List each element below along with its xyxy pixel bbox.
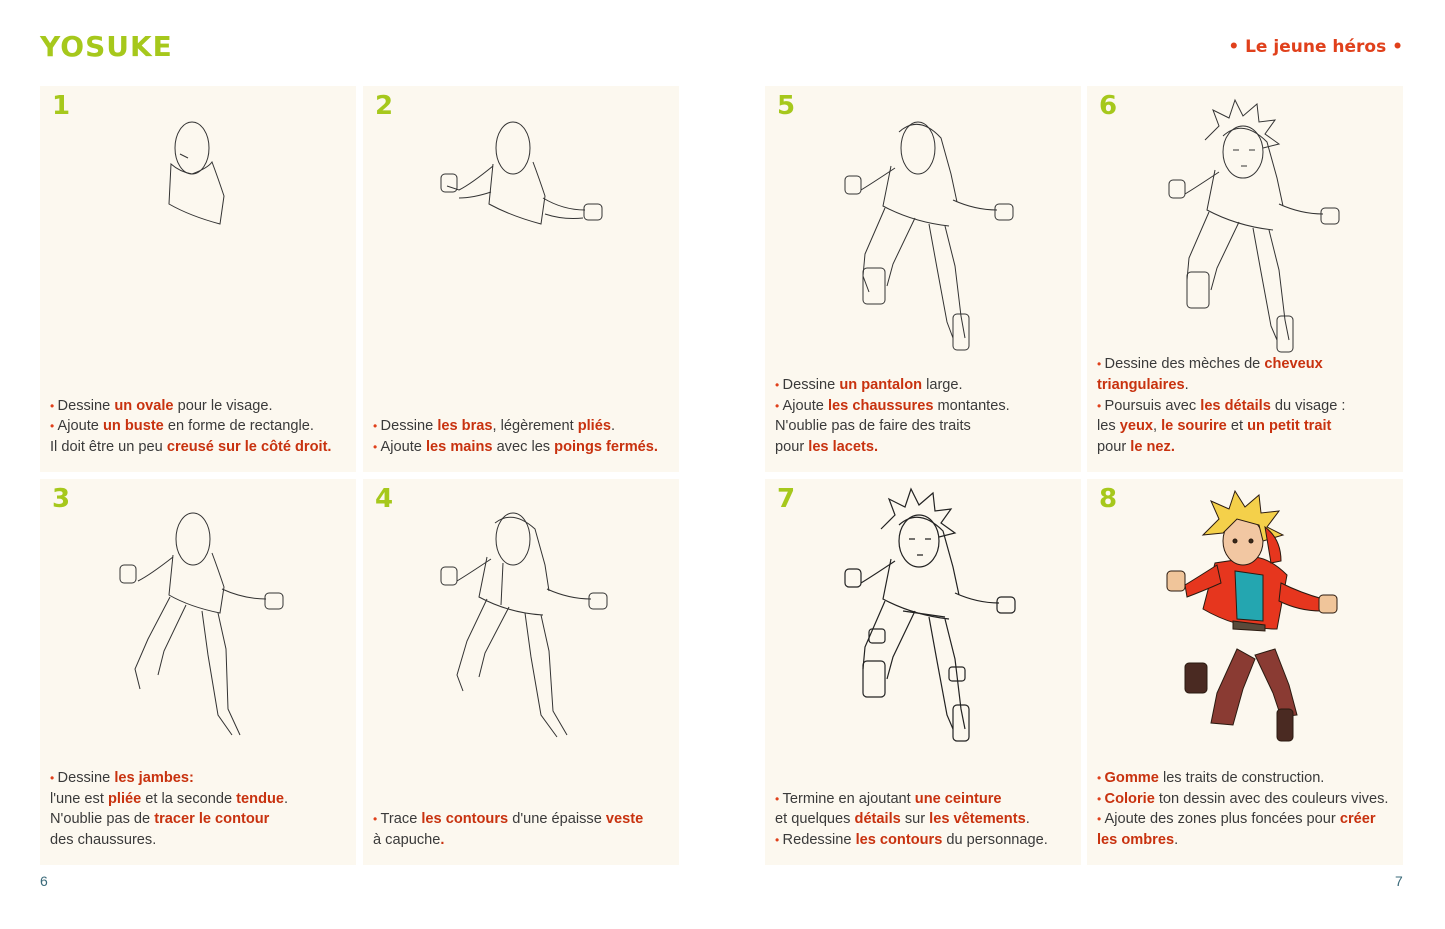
- instruction-text: Dessine: [57, 397, 115, 414]
- instruction-text: l'une est: [50, 790, 108, 807]
- step-number: 6: [1099, 91, 1118, 121]
- instruction-text: les: [1097, 418, 1120, 435]
- instruction-text: .: [284, 790, 289, 807]
- emphasis-text: détails: [854, 811, 901, 828]
- instruction-line: [1097, 809, 1397, 830]
- emphasis-text: une ceinture: [914, 790, 1002, 807]
- emphasis-text: un pantalon: [839, 376, 923, 393]
- step-panel-6: [1087, 86, 1403, 472]
- instruction-text: N'oublie pas de: [50, 811, 155, 828]
- emphasis-text: les chaussures: [827, 397, 934, 414]
- emphasis-text: veste: [605, 811, 644, 828]
- instruction-text: , légèrement: [492, 418, 578, 435]
- instruction-line: [775, 789, 1075, 810]
- bullet-icon: •: [373, 812, 381, 827]
- step-panel-2: [363, 86, 679, 472]
- instruction-line: [50, 830, 350, 851]
- instruction-line: [373, 830, 673, 851]
- instruction-line: [1097, 830, 1397, 851]
- step-instructions: [373, 809, 673, 851]
- emphasis-text: Colorie: [1104, 790, 1155, 807]
- emphasis-text: poings fermés.: [554, 439, 658, 456]
- emphasis-text: yeux: [1119, 418, 1153, 435]
- instruction-text: et: [1226, 418, 1248, 435]
- step-panel-8: [1087, 479, 1403, 865]
- instruction-text: N'oublie pas de faire des traits: [775, 418, 971, 435]
- step-7-sketch: [765, 479, 1081, 769]
- step-panel-7: [765, 479, 1081, 865]
- page-number-left: 6: [40, 873, 48, 889]
- emphasis-text: les détails: [1200, 397, 1271, 414]
- instruction-text: montantes.: [933, 397, 1010, 414]
- instruction-text: Il doit être un peu: [50, 439, 167, 456]
- instruction-line: [1097, 375, 1397, 396]
- bullet-icon: •: [1097, 812, 1105, 827]
- instruction-text: à capuche: [373, 832, 441, 849]
- instruction-text: Trace: [380, 811, 422, 828]
- instruction-line: [50, 768, 350, 789]
- instruction-line: [1097, 354, 1397, 375]
- bullet-icon: •: [775, 398, 783, 413]
- instruction-line: [1097, 789, 1397, 810]
- step-4-sketch: [363, 479, 679, 769]
- instruction-line: [1097, 416, 1397, 437]
- bullet-icon: •: [1097, 357, 1105, 372]
- emphasis-text: créer: [1339, 811, 1376, 828]
- instruction-text: ton dessin avec des couleurs vives.: [1154, 790, 1389, 807]
- instruction-text: du personnage.: [942, 832, 1048, 849]
- instruction-line: [50, 789, 350, 810]
- emphasis-text: les mains: [425, 439, 493, 456]
- instruction-text: en forme de rectangle.: [163, 418, 314, 435]
- page-number-right: 7: [1395, 873, 1403, 889]
- bullet-icon: •: [50, 770, 58, 785]
- instruction-text: Dessine: [782, 376, 840, 393]
- step-number: 5: [777, 91, 796, 121]
- emphasis-text: les vêtements: [929, 811, 1026, 828]
- instruction-line: [50, 437, 350, 458]
- section-subtitle: • Le jeune héros •: [1228, 37, 1403, 57]
- bullet-icon: •: [1097, 398, 1105, 413]
- instruction-line: [775, 375, 1075, 396]
- instruction-line: [50, 809, 350, 830]
- instruction-text: Termine en ajoutant: [782, 790, 915, 807]
- emphasis-text: triangulaires: [1097, 376, 1185, 393]
- instruction-text: du visage :: [1270, 397, 1346, 414]
- instruction-text: et la seconde: [141, 790, 237, 807]
- emphasis-text: les ombres: [1097, 832, 1175, 849]
- step-panel-3: [40, 479, 356, 865]
- page-title: YOSUKE: [40, 30, 173, 63]
- step-1-sketch: [40, 86, 356, 376]
- emphasis-text: les lacets.: [808, 439, 879, 456]
- step-number: 2: [375, 91, 394, 121]
- step-instructions: [775, 789, 1075, 851]
- step-3-sketch: [40, 479, 356, 769]
- instruction-line: [373, 809, 673, 830]
- instruction-line: [775, 396, 1075, 417]
- emphasis-text: le sourire: [1161, 418, 1227, 435]
- bullet-icon: •: [1097, 791, 1105, 806]
- bullet-icon: •: [1097, 770, 1105, 785]
- emphasis-text: tendue: [236, 790, 285, 807]
- emphasis-text: creusé sur le côté droit.: [166, 439, 332, 456]
- step-panel-4: [363, 479, 679, 865]
- instruction-line: [775, 437, 1075, 458]
- instruction-text: .: [1184, 376, 1189, 393]
- instruction-text: Ajoute des zones plus foncées pour: [1104, 811, 1340, 828]
- step-6-sketch: [1087, 86, 1403, 376]
- emphasis-text: un ovale: [114, 397, 174, 414]
- step-number: 3: [52, 484, 71, 514]
- instruction-text: Ajoute: [782, 397, 828, 414]
- instruction-text: pour le visage.: [173, 397, 273, 414]
- step-instructions: [50, 396, 350, 458]
- bullet-icon: •: [50, 398, 58, 413]
- instruction-line: [373, 437, 673, 458]
- emphasis-text: cheveux: [1264, 356, 1323, 373]
- instruction-text: d'une épaisse: [508, 811, 606, 828]
- step-instructions: [373, 416, 673, 458]
- step-number: 8: [1099, 484, 1118, 514]
- step-panel-1: [40, 86, 356, 472]
- emphasis-text: le nez.: [1130, 439, 1175, 456]
- step-number: 7: [777, 484, 796, 514]
- instruction-text: ,: [1152, 418, 1162, 435]
- step-instructions: [50, 768, 350, 851]
- step-panel-5: [765, 86, 1081, 472]
- instruction-line: [1097, 396, 1397, 417]
- instruction-text: .: [1025, 811, 1030, 828]
- emphasis-text: un petit trait: [1247, 418, 1332, 435]
- step-instructions: [1097, 354, 1397, 458]
- emphasis-text: les contours: [421, 811, 509, 828]
- step-instructions: [775, 375, 1075, 458]
- instruction-text: des chaussures.: [50, 832, 157, 849]
- emphasis-text: les jambes:: [114, 769, 194, 786]
- instruction-line: [1097, 768, 1397, 789]
- step-number: 1: [52, 91, 71, 121]
- instruction-line: [775, 809, 1075, 830]
- instruction-line: [373, 416, 673, 437]
- bullet-icon: •: [775, 377, 783, 392]
- emphasis-text: pliés: [577, 418, 611, 435]
- step-5-sketch: [765, 86, 1081, 376]
- bullet-icon: •: [775, 791, 783, 806]
- step-2-sketch: [363, 86, 679, 376]
- step-8-colored-character: [1087, 479, 1403, 769]
- step-instructions: [1097, 768, 1397, 851]
- instruction-text: Dessine: [57, 769, 115, 786]
- instruction-text: large.: [922, 376, 963, 393]
- instruction-line: [50, 416, 350, 437]
- emphasis-text: Gomme: [1104, 769, 1159, 786]
- instruction-line: [775, 830, 1075, 851]
- emphasis-text: .: [440, 832, 445, 849]
- emphasis-text: les bras: [437, 418, 493, 435]
- instruction-text: .: [1174, 832, 1179, 849]
- instruction-text: avec les: [492, 439, 555, 456]
- emphasis-text: un buste: [102, 418, 164, 435]
- instruction-text: pour: [775, 439, 809, 456]
- instruction-text: Poursuis avec: [1104, 397, 1201, 414]
- emphasis-text: pliée: [107, 790, 142, 807]
- instruction-text: pour: [1097, 439, 1131, 456]
- bullet-icon: •: [50, 419, 58, 434]
- instruction-text: et quelques: [775, 811, 855, 828]
- instruction-text: .: [610, 418, 616, 435]
- instruction-text: Redessine: [782, 832, 856, 849]
- instruction-text: Dessine: [380, 418, 438, 435]
- instruction-text: les traits de construction.: [1158, 769, 1325, 786]
- bullet-icon: •: [373, 440, 381, 455]
- instruction-text: Dessine des mèches de: [1104, 356, 1265, 373]
- emphasis-text: tracer le contour: [154, 811, 270, 828]
- instruction-text: sur: [900, 811, 930, 828]
- instruction-text: Ajoute: [57, 418, 103, 435]
- step-number: 4: [375, 484, 394, 514]
- instruction-text: Ajoute: [380, 439, 426, 456]
- instruction-line: [50, 396, 350, 417]
- emphasis-text: les contours: [855, 832, 943, 849]
- bullet-icon: •: [775, 833, 783, 848]
- instruction-line: [775, 416, 1075, 437]
- instruction-line: [1097, 437, 1397, 458]
- bullet-icon: •: [373, 419, 381, 434]
